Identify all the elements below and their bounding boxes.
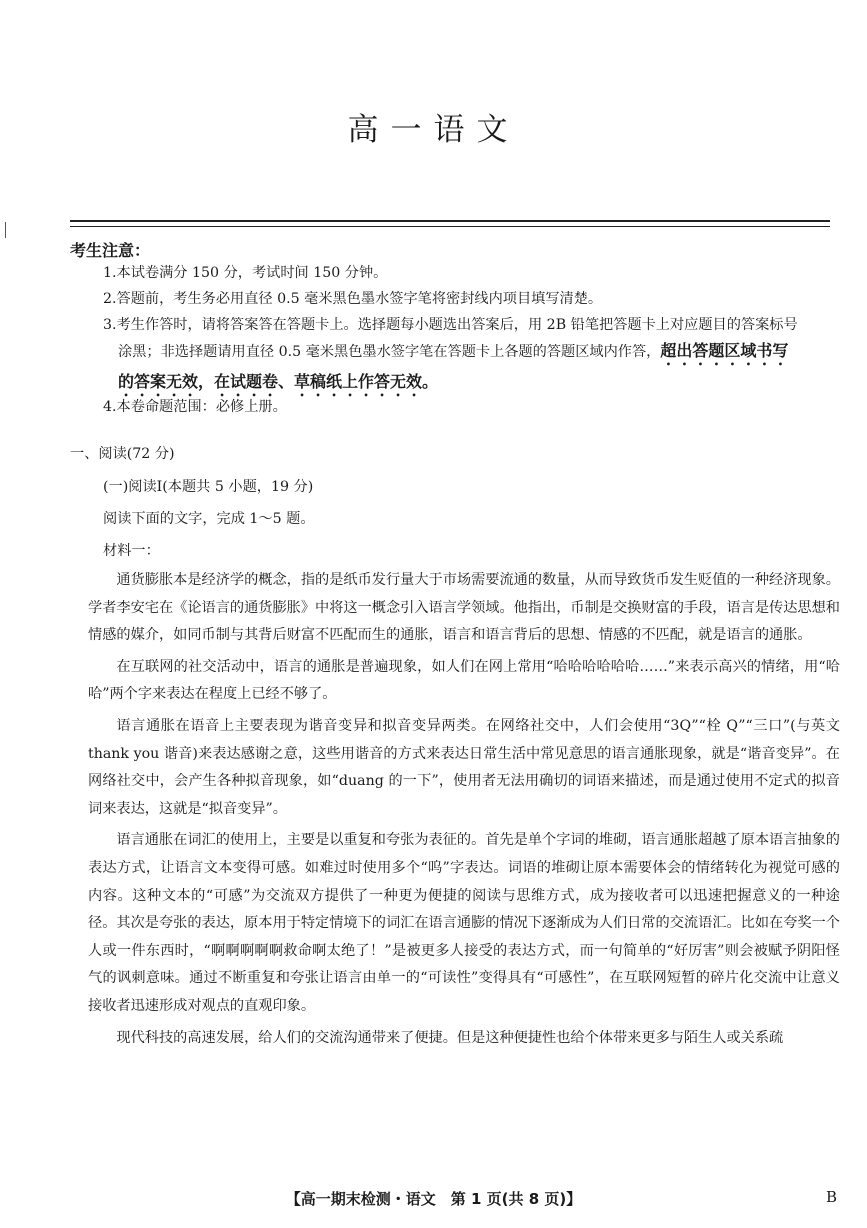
- paragraph: 现代科技的高速发展，给人们的交流沟通带来了便捷。但是这种便捷性也给个体带来更多与陌生人或关系疏: [116, 1029, 784, 1046]
- notice-item-4: 4.本卷命题范围：必修上册。: [103, 399, 287, 415]
- notice-emphasis-1: 超出答题区域书写: [660, 341, 789, 360]
- notice-item-3-line3: [103, 369, 843, 400]
- margin-mark: [5, 222, 6, 238]
- paragraph: 在互联网的社交活动中，语言的通胀是普遍现象，如人们在网上常用“哈哈哈哈哈哈……”来表示高兴的情绪，用“哈哈”两个字来表达在程度上已经不够了。: [88, 658, 840, 703]
- paragraph: 语言通胀在语音上主要表现为谐音变异和拟音变异两类。在网络社交中，人们会使用“3Q”“栓 Q”“三口”(与英文 thank you 谐音)来表达感谢之意，这些用谐音的方式来表达日常生活中常见意思的语言通胀现象，就是“谐音变异”。在网络社交中，会产生各种拟音现象，如“duang 的一下”，使用者无法用确切的词语来描述，而是通过使用不定式的拟音词来表达，这就是“拟音变异”。: [88, 717, 840, 817]
- notice-item-3-line2: [103, 338, 843, 369]
- subsection-heading: (一)阅读Ⅰ(本题共 5 小题，19 分): [103, 479, 314, 495]
- page-title: 高一语文: [347, 112, 520, 148]
- notice-item-3: [103, 312, 843, 400]
- header-rule-thick: [70, 220, 830, 222]
- header-rule-thin: [70, 226, 830, 227]
- paragraph: 通货膨胀本是经济学的概念，指的是纸币发行量大于市场需要流通的数量，从而导致货币发生贬值的一种经济现象。学者李安宅在《论语言的通货膨胀》中将这一概念引入语言学领域。他指出，币制是交换财富的手段，语言是传达思想和情感的媒介，如同币制与其背后财富不匹配而生的通胀，语言和语言背后的思想、情感的不匹配，就是语言的通胀。: [88, 572, 840, 644]
- notice-emphasis-2: 的答案无效，在试题卷、草稿纸上作答无效。: [118, 372, 439, 391]
- notice-heading: 考生注意：: [70, 241, 151, 260]
- notice-item-1: 1.本试卷满分 150 分，考试时间 150 分钟。: [103, 265, 388, 281]
- section-heading: 一、阅读(72 分): [70, 446, 175, 462]
- notice-item-2: 2.答题前，考生务必用直径 0.5 毫米黑色墨水签字笔将密封线内项目填写清楚。: [103, 291, 603, 307]
- notice-item-3-text: 涂黑；非选择题请用直径 0.5 毫米黑色墨水签字笔在答题卡上各题的答题区域内作答，: [118, 344, 661, 360]
- version-letter: B: [826, 1188, 838, 1206]
- material-label: 材料一：: [103, 543, 160, 559]
- reading-passage: [88, 567, 840, 1056]
- paragraph: 语言通胀在词汇的使用上，主要是以重复和夸张为表征的。首先是单个字词的堆砌，语言通胀超越了原本语言抽象的表达方式，让语言文本变得可感。如难过时使用多个“呜”字表达。词语的堆砌让原本需要体会的情绪转化为视觉可感的内容。这种文本的“可感”为交流双方提供了一种更为便捷的阅读与思维方式，成为接收者可以迅速把握意义的一种途径。其次是夸张的表达，原本用于特定情境下的词汇在语言通膨的情况下逐渐成为人们日常的交流语汇。比如在夸奖一个人或一件东西时，“啊啊啊啊啊救命啊太绝了！”是被更多人接受的表达方式，而一句简单的“好厉害”则会被赋予阴阳怪气的讽刺意味。通过不断重复和夸张让语言由单一的“可读性”变得具有“可感性”，在互联网短暂的碎片化交流中让意义接收者迅速形成对观点的直观印象。: [88, 832, 840, 1014]
- page-footer: 【高一期末检测・语文 第 1 页(共 8 页)】: [285, 1190, 582, 1208]
- notice-item-3-line1: 3.考生作答时，请将答案答在答题卡上。选择题每小题选出答案后，用 2B 铅笔把答题卡上对应题目的答案标号: [103, 317, 798, 333]
- instruction-text: 阅读下面的文字，完成 1～5 题。: [103, 511, 315, 527]
